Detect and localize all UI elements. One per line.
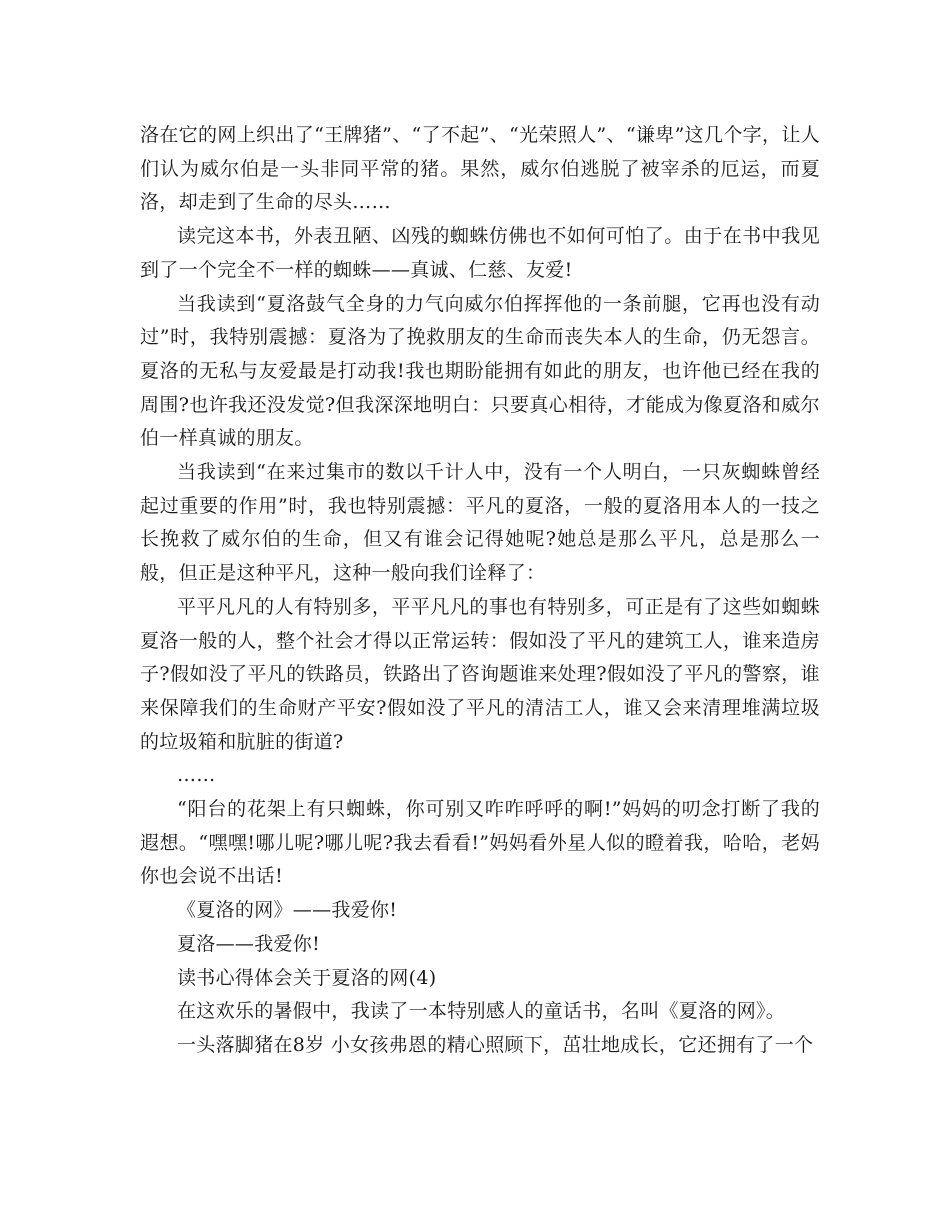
paragraph-charlotte-sacrifice: 当我读到“夏洛鼓气全身的力气向威尔伯挥挥他的一条前腿，它再也没有动过”时，我特别震撼：夏洛为了挽救朋友的生命而丧失本人的生命，仍无怨言。夏洛的无私与友爱最是打动我!我也期盼能拥有如此的朋友，也许他已经在我的周围?也许我还没发觉?但我深深地明白：只要真心相待，才能成为像夏洛和威尔伯一样真诚的朋友。: [140, 292, 820, 450]
paragraph-love-charlotte: 夏洛——我爱你!: [177, 932, 321, 955]
paragraph-ordinary-people: 平平凡凡的人有特别多，平平凡凡的事也有特别多，可正是有了这些如蜘蛛夏洛一般的人，整个社会才得以正常运转：假如没了平凡的建筑工人，谁来造房子?假如没了平凡的铁路员，铁路出了咨询题谁来处理?假如没了平凡的警察，谁来保障我们的生命财产平安?假如没了平凡的清洁工人，谁又会来清理堆满垃圾的垃圾箱和肮脏的街道?: [140, 595, 820, 753]
body-text: [140, 119, 820, 1063]
paragraph-summer-book: 在这欢乐的暑假中，我读了一本特别感人的童话书，名叫《夏洛的网》。: [177, 1000, 786, 1023]
paragraph-after-reading: 读完这本书，外表丑陋、凶残的蜘蛛仿佛也不如何可怕了。由于在书中我见到了一个完全不一样的蜘蛛——真诚、仁慈、友爱!: [140, 225, 820, 281]
paragraph-continuation: 洛在它的网上织出了“王牌猪”、“了不起”、“光荣照人”、“谦卑”这几个字，让人们认为威尔伯是一头非同平常的猪。果然，威尔伯逃脱了被宰杀的厄运，而夏洛，却走到了生命的尽头……: [140, 124, 820, 214]
paragraph-mom-spider: “阳台的花架上有只蜘蛛，你可别又咋咋呼呼的啊!”妈妈的叨念打断了我的遐想。“嘿嘿!哪儿呢?哪儿呢?我去看看!”妈妈看外星人似的瞪着我，哈哈，老妈你也会说不出话!: [140, 798, 820, 888]
paragraph-ordinary-charlotte: 当我读到“在来过集市的数以千计人中，没有一个人明白，一只灰蜘蛛曾经起过重要的作用”时，我也特别震撼：平凡的夏洛，一般的夏洛用本人的一技之长挽救了威尔伯的生命，但又有谁会记得她呢?她总是那么平凡，总是那么一般，但正是这种平凡，这种一般向我们诠释了：: [140, 461, 820, 585]
paragraph-love-book: 《夏洛的网》——我爱你!: [177, 899, 398, 922]
section-heading: 读书心得体会关于夏洛的网(4): [177, 966, 437, 989]
paragraph-pig-story: 一头落脚猪在8岁 小女孩弗恩的精心照顾下，茁壮地成长，它还拥有了一个: [177, 1033, 814, 1056]
paragraph-ellipsis: ……: [177, 764, 216, 787]
